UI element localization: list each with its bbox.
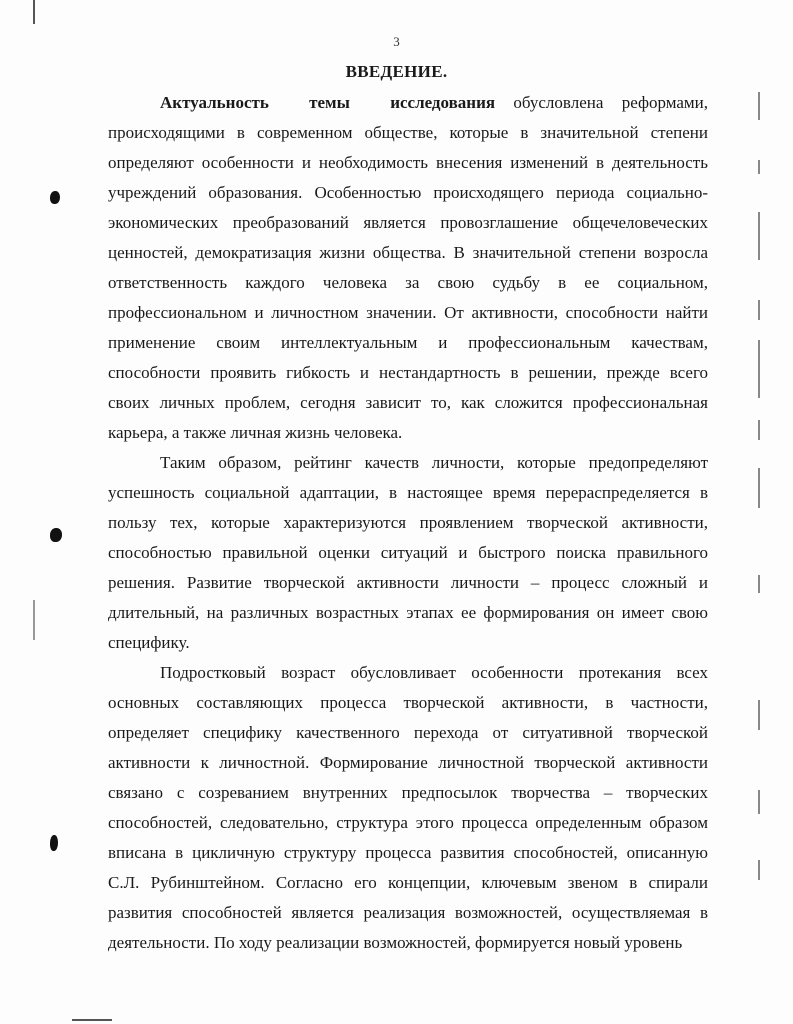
- scan-edge-tick: [758, 92, 760, 120]
- paragraph-lead: Актуальность темы исследования: [160, 93, 496, 112]
- paragraph-text: Подростковый возраст обусловливает особенности протекания всех основных составляющих процесса творческой активности, в частности, определяет специфику качественного перехода от ситуативной творческой активности к личностной. Формирование личностной творческой активности связано с созреванием внутренних предпосылок творчества – творческих способностей, следовательно, структура этого процесса определенным образом вписана в цикличную структуру процесса развития способностей, описанную С.Л. Рубинштейном. Согласно его концепции, ключевым звеном в спирали развития способностей является реализация возможностей, осуществляемая в деятельности. По ходу реализации возможностей, формируется новый уровень: [108, 663, 708, 952]
- scan-edge-tick: [758, 212, 760, 260]
- body-text: [108, 88, 708, 958]
- scan-edge-tick: [758, 575, 760, 593]
- punch-hole-bottom: [50, 835, 58, 851]
- paragraph: [108, 448, 708, 658]
- scan-edge-tick: [758, 340, 760, 398]
- scan-edge-tick: [758, 420, 760, 440]
- paragraph-text: Таким образом, рейтинг качеств личности, которые предопределяют успешность социальной адаптации, в настоящее время перераспределяется в пользу тех, которые характеризуются проявлением творческой активности, способностью правильной оценки ситуаций и быстрого поиска правильного решения. Развитие творческой активности личности – процесс сложный и длительный, на различных возрастных этапах ее формирования он имеет свою специфику.: [108, 453, 708, 652]
- scan-edge-tick: [758, 160, 760, 174]
- scan-edge-line-top: [33, 0, 35, 24]
- page-number: 3: [393, 34, 400, 49]
- punch-hole-top: [50, 191, 60, 204]
- paragraph: [108, 88, 708, 448]
- scan-edge-line-bottom: [72, 1019, 112, 1021]
- scan-edge-tick: [758, 860, 760, 880]
- scan-edge-tick: [758, 790, 760, 814]
- scan-edge-tick: [758, 700, 760, 730]
- paragraph-text: обусловлена реформами, происходящими в современном обществе, которые в значительной степени определяют особенности и необходимость внесения изменений в деятельность учреждений образования. Особенностью происходящего периода социально-экономических преобразований является провозглашение общечеловеческих ценностей, демократизация жизни общества. В значительной степени возросла ответственность каждого человека за свою судьбу в ее социальном, профессиональном и личностном значении. От активности, способности найти применение своим интеллектуальным и профессиональным качествам, способности проявить гибкость и нестандартность в решении, прежде всего своих личных проблем, сегодня зависит то, как сложится профессиональная карьера, а также личная жизнь человека.: [108, 93, 708, 442]
- punch-hole-middle: [50, 528, 62, 542]
- scan-edge-tick: [758, 300, 760, 320]
- scan-edge-line-left: [33, 600, 35, 640]
- scan-edge-tick: [758, 468, 760, 508]
- paragraph: [108, 658, 708, 958]
- page-heading: ВВЕДЕНИЕ.: [345, 62, 448, 81]
